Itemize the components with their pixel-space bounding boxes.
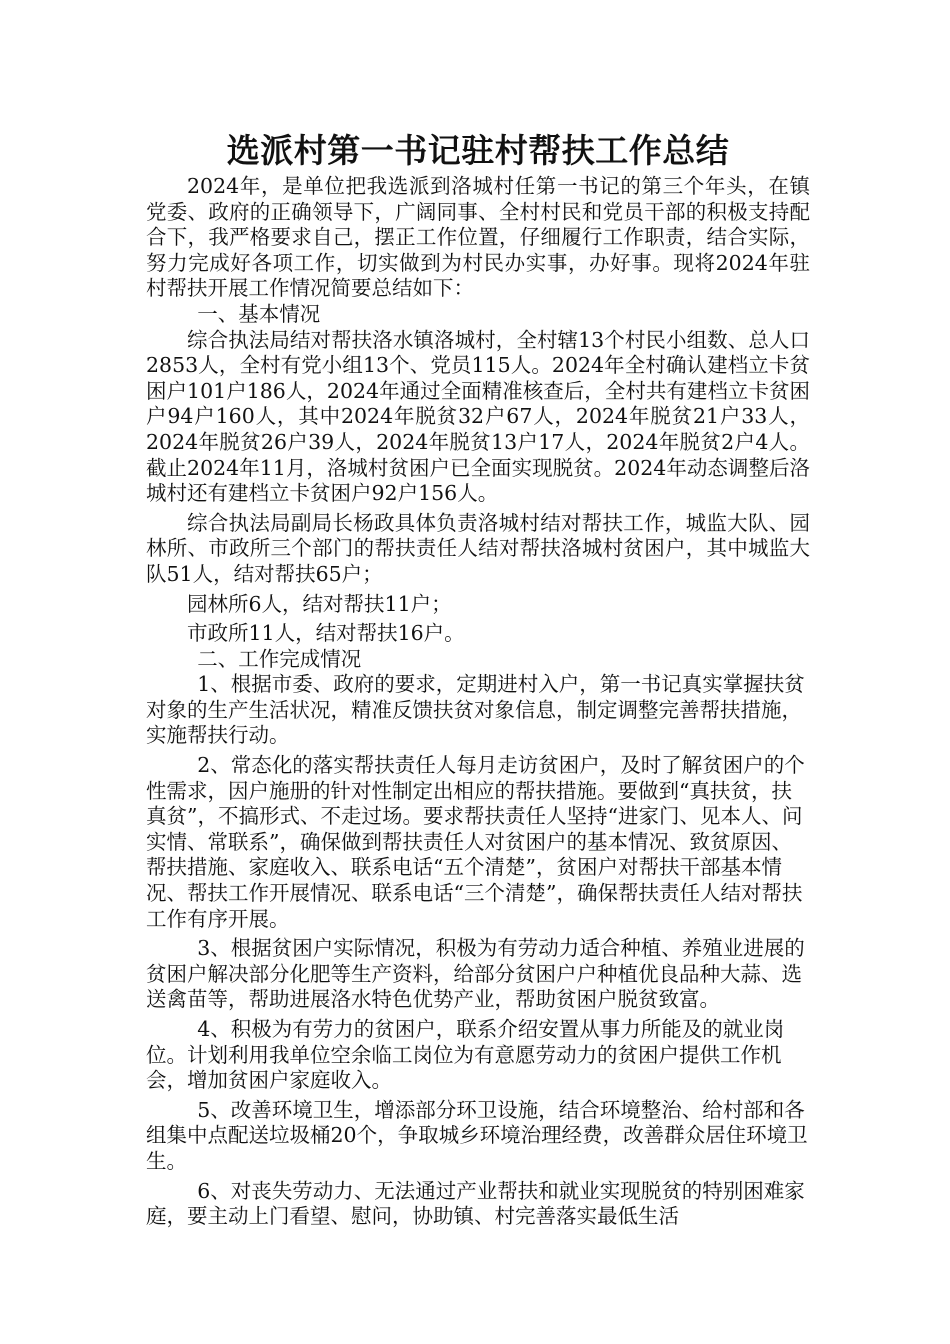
work-item-4: 4、积极为有劳力的贫困户，联系介绍安置从事力所能及的就业岗位。计划利用我单位空余临工岗位为有意愿劳动力的贫困户提供工作机会，增加贫困户家庭收入。	[146, 1017, 785, 1093]
section-heading-basic: 一、基本情况	[197, 301, 321, 326]
work-item-1: 1、根据市委、政府的要求，定期进村入户，第一书记真实掌握扶贫对象的生产生活状况，精准反馈扶贫对象信息，制定调整完善帮扶措施，实施帮扶行动。	[146, 672, 805, 748]
intro-paragraph: 2024年，是单位把我选派到洛城村任第一书记的第三个年头，在镇党委、政府的正确领导下，广阔同事、全村村民和党员干部的积极支持配合下，我严格要求自己，摆正工作位置，仔细履行工作职责，结合实际，努力完成好各项工作，切实做到为村民办实事，办好事。现将2024年驻村帮扶开展工作情况简要总结如下：	[146, 174, 810, 301]
work-item-5: 5、改善环境卫生，增添部分环卫设施，结合环境整治、给村部和各组集中点配送垃圾桶20个，争取城乡环境治理经费，改善群众居住环境卫生。	[146, 1097, 808, 1173]
work-item-6: 6、对丧失劳动力、无法通过产业帮扶和就业实现脱贫的特别困难家庭，要主动上门看望、慰问，协助镇、村完善落实最低生活	[146, 1178, 805, 1229]
work-item-2: 2、常态化的落实帮扶责任人每月走访贫困户，及时了解贫困户的个性需求，因户施册的针对性制定出相应的帮扶措施。要做到“真扶贫，扶真贫”，不搞形式、不走过场。要求帮扶责任人坚持“进家门、见本人、问实情、常联系”，确保做到帮扶责任人对贫困户的基本情况、致贫原因、帮扶措施、家庭收入、联系电话“五个清楚”，贫困户对帮扶干部基本情况、帮扶工作开展情况、联系电话“三个清楚”，确保帮扶责任人结对帮扶工作有序开展。	[146, 753, 805, 931]
garden-office-paragraph: 园林所6人，结对帮扶11户；	[187, 591, 452, 616]
responsibility-paragraph: 综合执法局副局长杨政具体负责洛城村结对帮扶工作，城监大队、园林所、市政所三个部门的帮扶责任人结对帮扶洛城村贫困户，其中城监大队51人，结对帮扶65户；	[146, 510, 810, 586]
document-page	[146, 128, 810, 1230]
section-heading-work: 二、工作完成情况	[197, 646, 362, 671]
work-item-3: 3、根据贫困户实际情况，积极为有劳动力适合种植、养殖业进展的贫困户解决部分化肥等生产资料，给部分贫困户户种植优良品种大蒜、选送禽苗等，帮助进展洛水特色优势产业，帮助贫困户脱贫致富。	[146, 936, 805, 1012]
document-title: 选派村第一书记驻村帮扶工作总结	[226, 131, 730, 170]
municipal-office-paragraph: 市政所11人，结对帮扶16户。	[187, 621, 465, 646]
basic-info-paragraph: 综合执法局结对帮扶洛水镇洛城村，全村辖13个村民小组数、总人口2853人，全村有党小组13个、党员115人。2024年全村确认建档立卡贫困户101户186人，2024年通过全面精准核查后，全村共有建档立卡贫困户94户160人，其中2024年脱贫32户67人，2024年脱贫21户33人，2024年脱贫26户39人，2024年脱贫13户17人，2024年脱贫2户4人。截止2024年11月，洛城村贫困户已全面实现脱贫。2024年动态调整后洛城村还有建档立卡贫困户92户156人。	[146, 327, 810, 506]
